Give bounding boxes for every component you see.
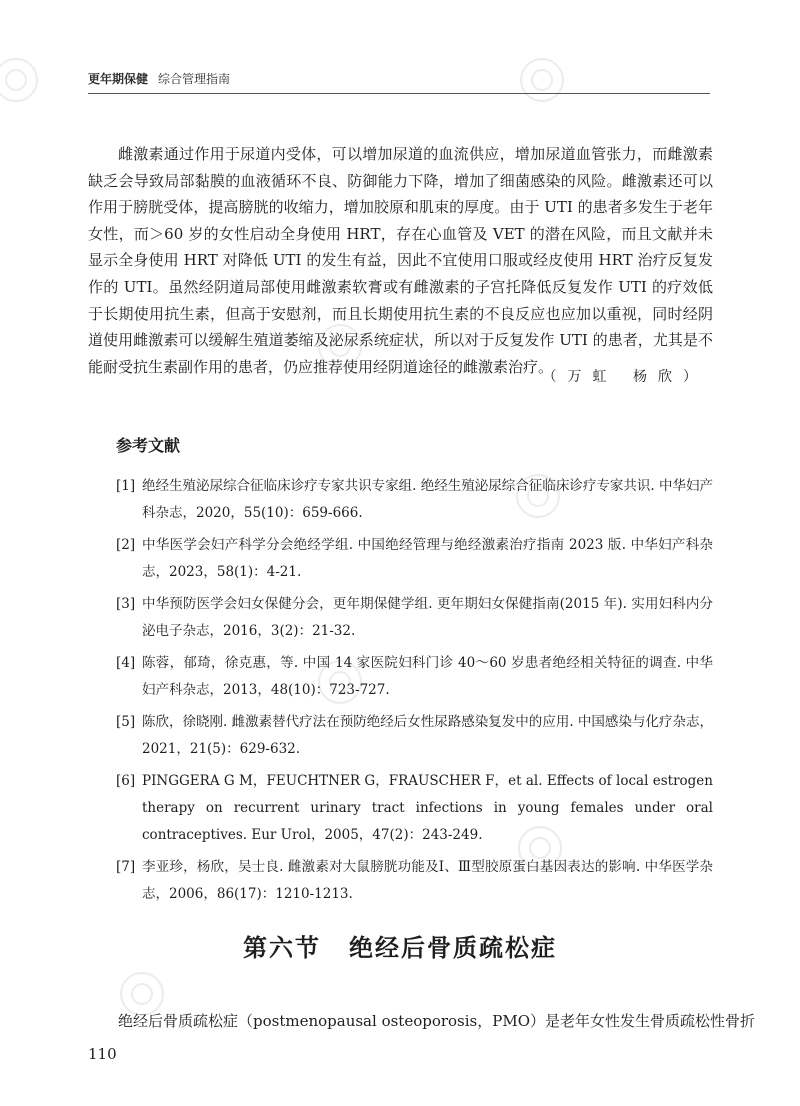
reference-item <box>116 532 713 586</box>
watermark-seal <box>0 58 38 102</box>
reference-text: 绝经生殖泌尿综合征临床诊疗专家共识专家组. 绝经生殖泌尿综合征临床诊疗专家共识. 中华妇产科杂志，2020，55(10)：659-666. <box>142 478 713 521</box>
reference-text: 陈蓉，郁琦，徐克惠，等. 中国 14 家医院妇科门诊 40～60 岁患者绝经相关特征的调查. 中华妇产科杂志，2013，48(10)：723-727. <box>142 655 713 698</box>
reference-number: [1] <box>116 478 136 494</box>
reference-item <box>116 650 713 704</box>
author-attribution: （万虹 杨欣） <box>542 369 708 385</box>
book-title: 更年期保健 <box>88 72 149 86</box>
section-heading <box>0 928 800 963</box>
reference-number: [5] <box>116 714 136 730</box>
body-paragraph: 雌激素通过作用于尿道内受体，可以增加尿道的血流供应，增加尿道血管张力，而雌激素缺乏会导致局部黏膜的血液循环不良、防御能力下降，增加了细菌感染的风险。雌激素还可以作用于膀胱受体，提高膀胱的收缩力，增加胶原和肌束的厚度。由于 UTI 的患者多发生于老年女性，而＞60 岁的女性启动全身使用 HRT，存在心血管及 VET 的潜在风险，而且文献并未显示全身使用 HRT 对降低 UTI 的发生有益，因此不宜使用口服或经皮使用 HRT 治疗反复发作的 UTI。虽然经阴道局部使用雌激素软膏或有雌激素的子宫托降低反复发作 UTI 的疗效低于长期使用抗生素，但高于安慰剂，而且长期使用抗生素的不良反应也应加以重视，同时经阴道使用雌激素可以缓解生殖道萎缩及泌尿系统症状，所以对于反复发作 UTI 的患者，尤其是不能耐受抗生素副作用的患者，仍应推荐使用经阴道途径的雌激素治疗。 <box>88 145 713 376</box>
reference-item <box>116 591 713 645</box>
reference-number: [2] <box>116 537 136 553</box>
section-number: 第六节 <box>243 934 321 962</box>
page-number: 110 <box>88 1045 117 1063</box>
reference-number: [3] <box>116 596 136 612</box>
watermark-seal <box>520 58 564 102</box>
references-heading: 参考文献 <box>116 436 181 455</box>
reference-item <box>116 854 713 908</box>
reference-item <box>116 709 713 763</box>
reference-text: PINGGERA G M，FEUCHTNER G，FRAUSCHER F，et al. Effects of local estrogen therapy on recurrent urinary tract infections in young females under oral contraceptives. Eur Urol，2005，47(2)：243-249. <box>142 773 713 843</box>
chapter-title: 综合管理指南 <box>158 72 231 86</box>
reference-number: [6] <box>116 773 136 789</box>
reference-item <box>116 768 713 849</box>
section-title: 绝经后骨质疏松症 <box>349 934 557 962</box>
reference-item <box>116 473 713 527</box>
reference-list <box>116 473 713 913</box>
section-opening-paragraph: 绝经后骨质疏松症（postmenopausal osteoporosis，PMO）是老年女性发生骨质疏松性骨折 <box>118 1012 756 1030</box>
running-head <box>88 70 230 87</box>
reference-text: 李亚珍，杨欣，吴士良. 雌激素对大鼠膀胱功能及Ⅰ、Ⅲ型胶原蛋白基因表达的影响. 中华医学杂志，2006，86(17)：1210-1213. <box>142 859 713 902</box>
reference-number: [4] <box>116 655 136 671</box>
reference-number: [7] <box>116 859 136 875</box>
reference-text: 陈欣，徐晓刚. 雌激素替代疗法在预防绝经后女性尿路感染复发中的应用. 中国感染与化疗杂志，2021，21(5)：629-632. <box>142 714 713 757</box>
reference-text: 中华预防医学会妇女保健分会，更年期保健学组. 更年期妇女保健指南(2015 年). 实用妇科内分泌电子杂志，2016，3(2)：21-32. <box>142 596 713 639</box>
reference-text: 中华医学会妇产科学分会绝经学组. 中国绝经管理与绝经激素治疗指南 2023 版. 中华妇产科杂志，2023，58(1)：4-21. <box>142 537 713 580</box>
header-rule <box>88 93 710 94</box>
